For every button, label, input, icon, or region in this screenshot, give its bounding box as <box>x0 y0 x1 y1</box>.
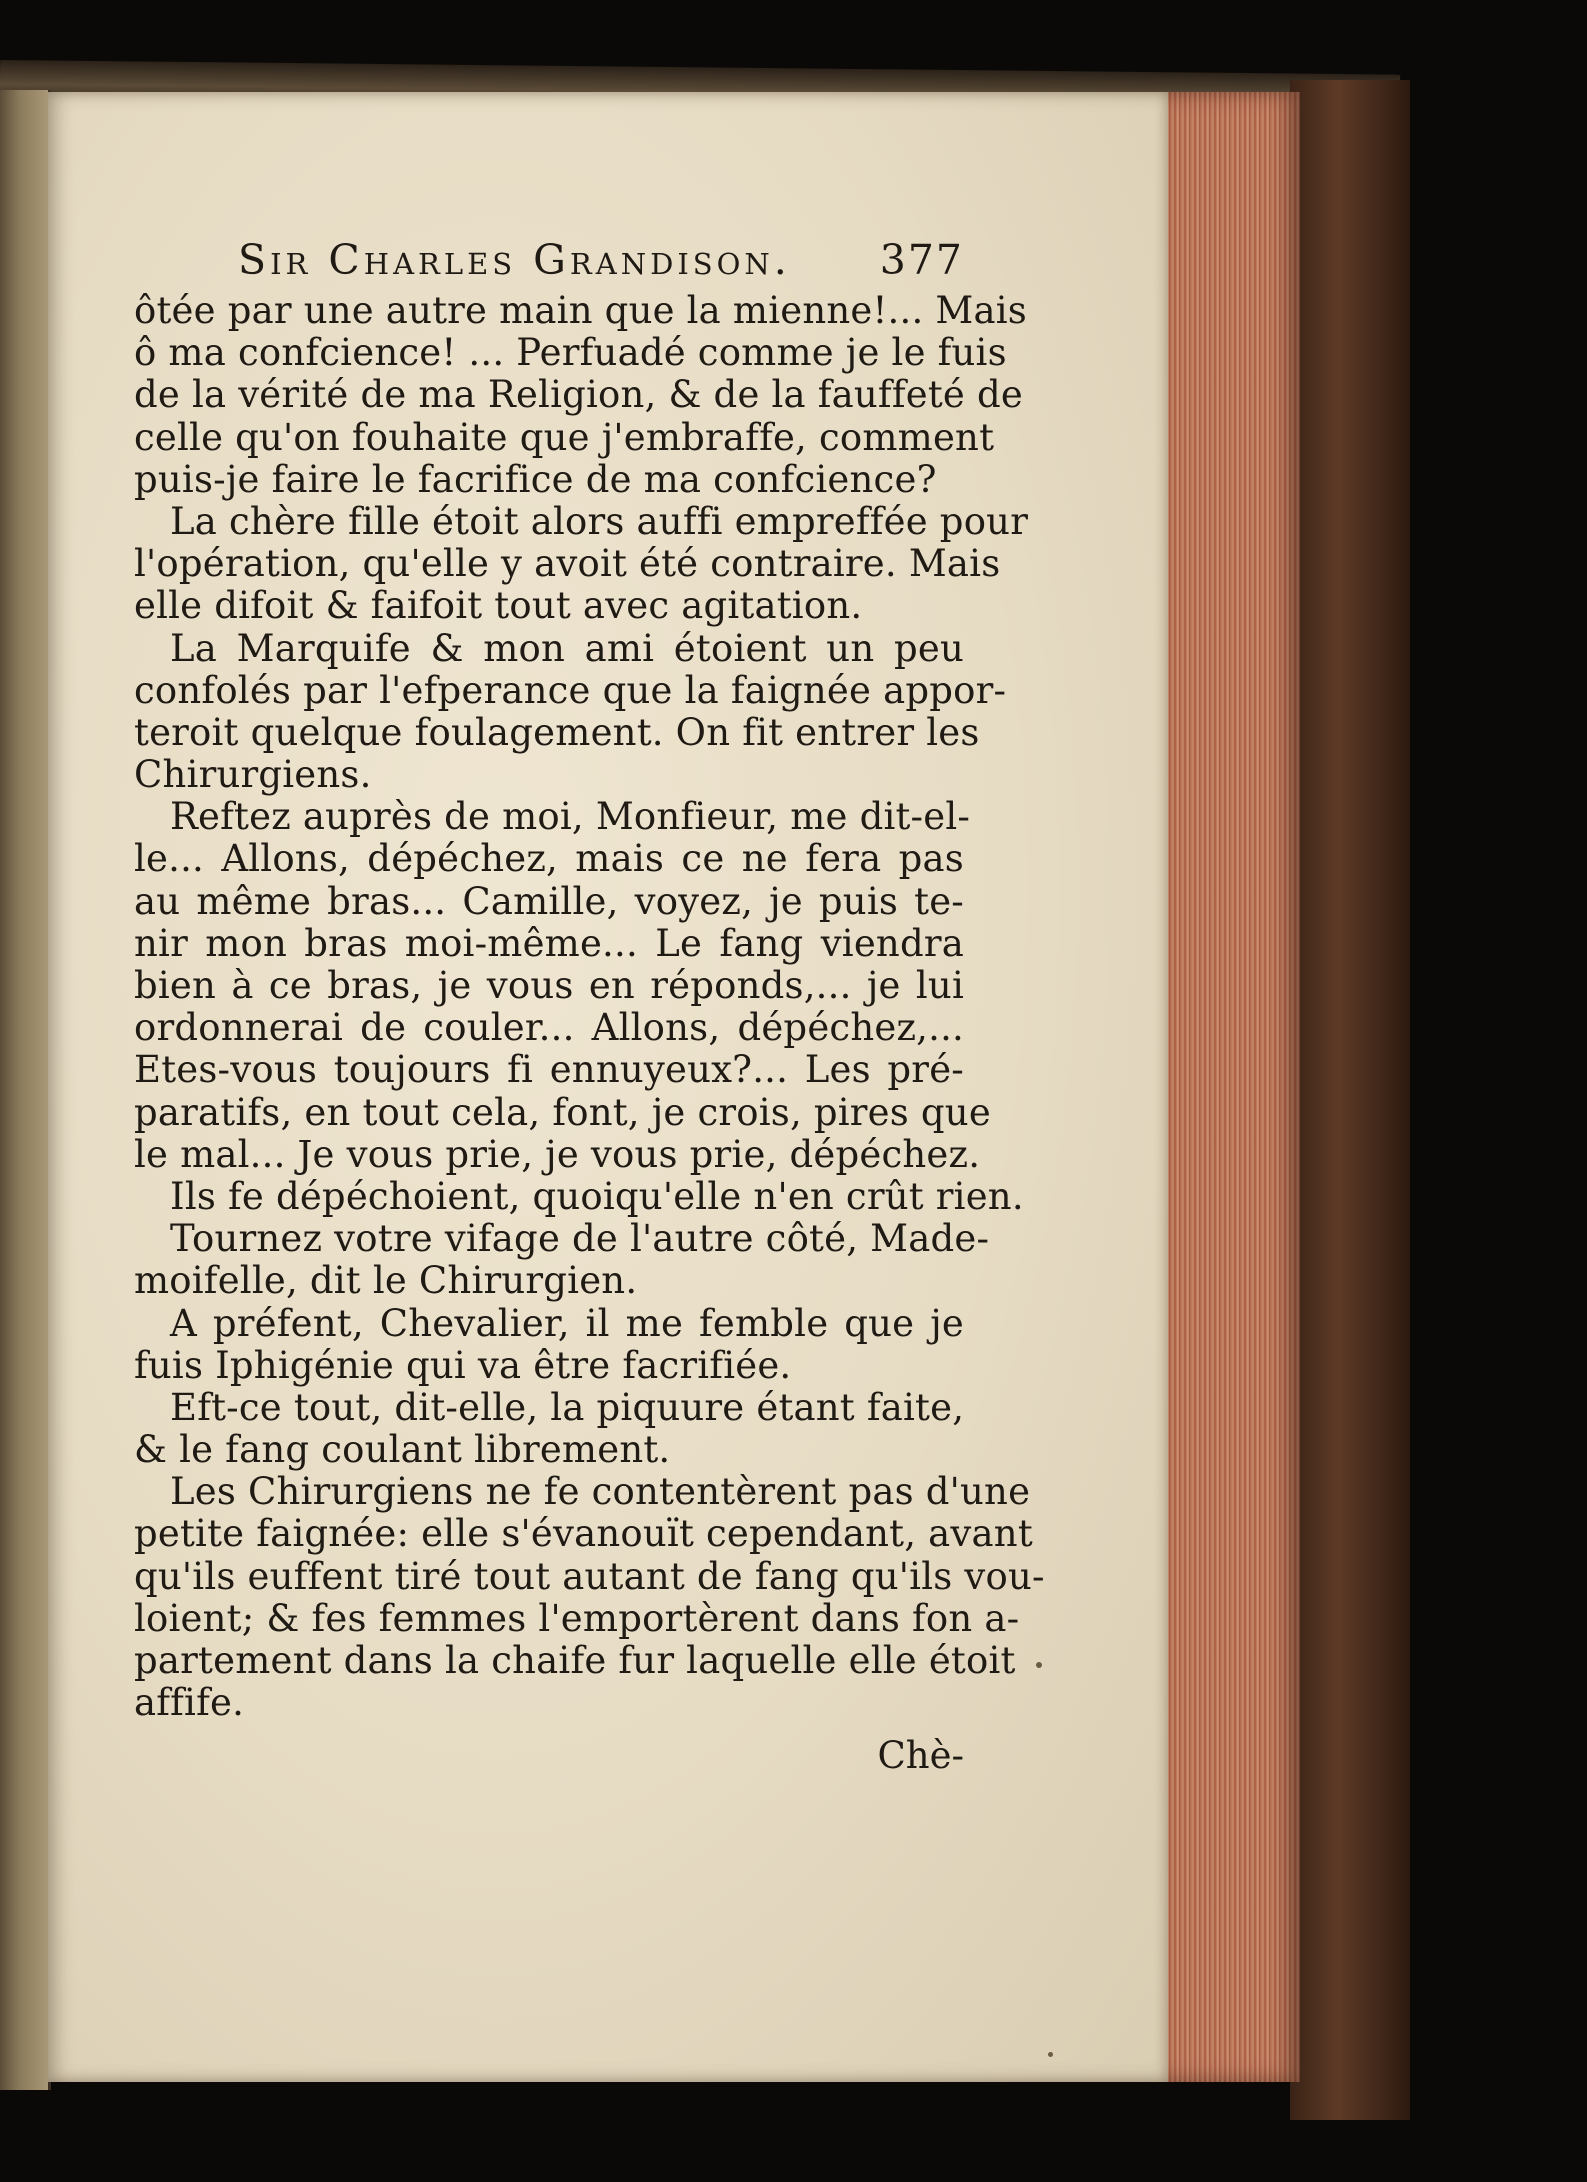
text-line: Les Chirurgiens ne fe contentèrent pas d'une <box>170 1470 1031 1514</box>
text-line: moifelle, dit le Chirurgien. <box>134 1259 638 1303</box>
text-line: qu'ils euffent tiré tout autant de fang qu'ils vou- <box>134 1554 1045 1598</box>
text-line: teroit quelque foulagement. On fit entrer les <box>134 710 980 754</box>
text-line: Reftez auprès de moi, Monfieur, me dit-el- <box>170 795 971 839</box>
text-line: fuis Iphigénie qui va être facrifiée. <box>134 1343 792 1387</box>
text-line: La Marquife & mon ami étoient un peu <box>170 626 964 670</box>
text-line: l'opération, qu'elle y avoit été contraire. Mais <box>134 542 1001 586</box>
ink-speck <box>1036 1662 1042 1668</box>
text-line: Etes-vous toujours fi ennuyeux?... Les pré- <box>134 1048 964 1092</box>
text-line: confolés par l'efperance que la faignée appor- <box>134 668 1007 712</box>
text-line: loient; & fes femmes l'emportèrent dans fon a- <box>134 1596 1020 1640</box>
text-line: paratifs, en tout cela, font, je crois, pires que <box>134 1090 991 1134</box>
book-cover <box>1290 80 1410 2120</box>
catchword: Chè- <box>877 1734 964 1778</box>
previous-page-edge <box>0 90 51 2090</box>
body-text <box>134 289 1045 1725</box>
text-line: Tournez votre vifage de l'autre côté, Made- <box>170 1217 990 1261</box>
page-number: 377 <box>879 236 964 284</box>
text-line: celle qu'on fouhaite que j'embraffe, comment <box>134 415 995 459</box>
text-line: A préfent, Chevalier, il me femble que je <box>170 1301 964 1345</box>
text-line: Ils fe dépéchoient, quoiqu'elle n'en crût rien. <box>170 1174 1024 1218</box>
text-line: bien à ce bras, je vous en réponds,... je lui <box>134 964 964 1007</box>
text-line: petite faignée: elle s'évanouït cependant, avant <box>134 1512 1033 1556</box>
text-line: nir mon bras moi-même... Le fang viendra <box>134 921 964 965</box>
ink-speck <box>1048 2052 1053 2057</box>
text-line: de la vérité de ma Religion, & de la fauffeté de <box>134 373 1023 417</box>
page-header <box>134 236 964 284</box>
text-line: affife. <box>134 1681 245 1725</box>
text-line: puis-je faire le facrifice de ma confcience? <box>134 457 937 501</box>
page-fore-edge <box>1160 92 1300 2082</box>
text-line: partement dans la chaife fur laquelle elle étoit <box>134 1639 1016 1682</box>
text-line: & le fang coulant librement. <box>134 1428 671 1472</box>
running-title: Sir Charles Grandison. <box>238 236 791 284</box>
text-line: ôtée par une autre main que la mienne!... Mais <box>134 289 1027 332</box>
text-line: Eft-ce tout, dit-elle, la piquure étant faite, <box>170 1385 965 1429</box>
text-line: le... Allons, dépéchez, mais ce ne fera pas <box>134 837 964 881</box>
text-line: ô ma confcience! ... Perfuadé comme je le fuis <box>134 331 1007 375</box>
page-text <box>134 236 1045 1778</box>
text-line: au même bras... Camille, voyez, je puis te- <box>134 879 964 923</box>
text-line: La chère fille étoit alors auffi empreffée pour <box>170 499 1029 543</box>
text-line: ordonnerai de couler... Allons, dépéchez,... <box>134 1006 964 1050</box>
text-line: Chirurgiens. <box>134 753 372 797</box>
text-line: elle difoit & faifoit tout avec agitation. <box>134 584 863 628</box>
catchword-row <box>134 1734 964 1777</box>
text-line: le mal... Je vous prie, je vous prie, dépéchez. <box>134 1132 981 1176</box>
